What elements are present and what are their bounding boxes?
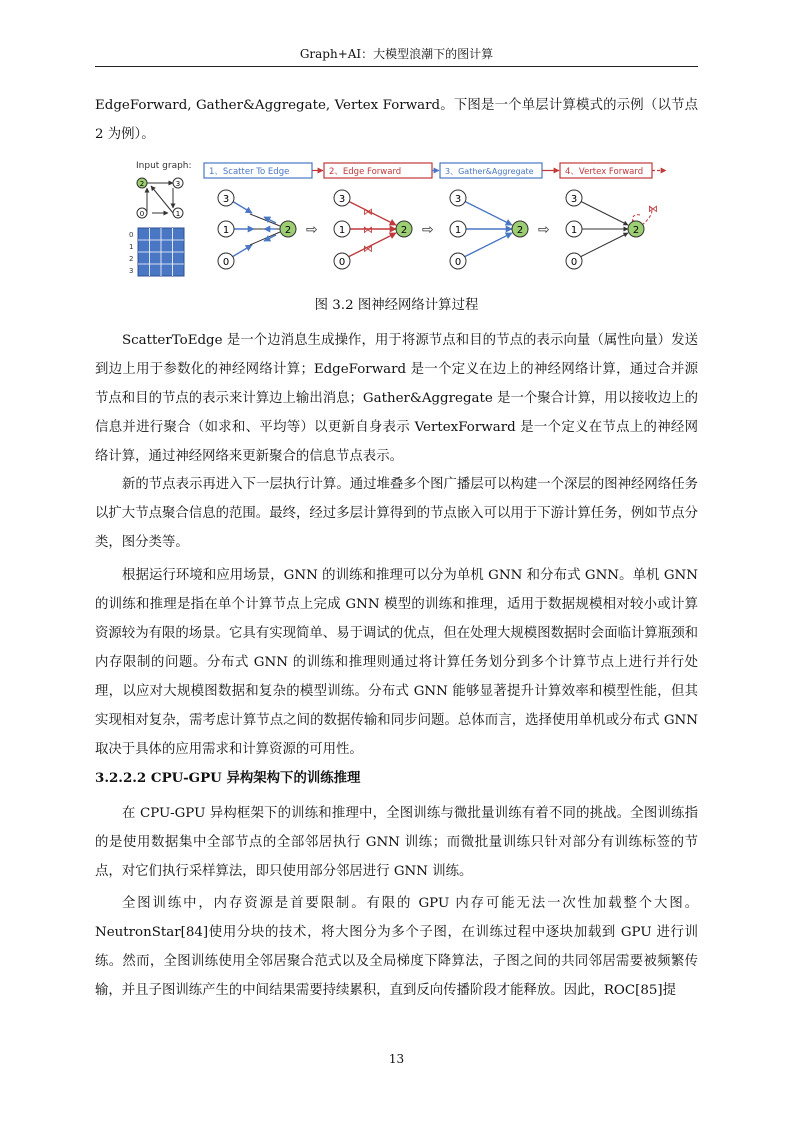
gnn-computation-figure [128, 157, 688, 283]
step-arrow-1: ⇨ [306, 222, 318, 238]
figure-graphic [128, 157, 688, 279]
input-graph [137, 178, 183, 218]
stage-1-box [204, 163, 312, 178]
stage-2-box [324, 163, 432, 178]
stage-3-graph [450, 190, 528, 269]
svg-text:3: 3 [338, 194, 346, 205]
svg-text:2: 2 [139, 180, 145, 188]
svg-text:0: 0 [570, 257, 578, 268]
paragraph-training-challenges: 在 CPU-GPU 异构框架下的训练和推理中，全图训练与微批量训练有着不同的挑战。全图训练指的是使用数据集中全部节点的全部邻居执行 GNN 训练；而微批量训练只针对部分有训练标签的节点，对它们执行采样算法，即只使用部分邻居进行 GNN 训练。 [95, 806, 698, 879]
svg-text:0: 0 [222, 257, 230, 268]
stage-4-graph [566, 190, 658, 269]
svg-text:3: 3 [454, 194, 462, 205]
svg-text:1: 1 [175, 210, 181, 218]
paragraph-intro: EdgeForward, Gather&Aggregate, Vertex Forward。下图是一个单层计算模式的示例（以节点 2 为例）。 [95, 98, 698, 142]
nn-icon: ⋈ [363, 225, 373, 236]
svg-text:1: 1 [222, 225, 230, 236]
svg-text:0: 0 [139, 210, 145, 218]
header-rule [95, 66, 698, 67]
svg-text:0: 0 [338, 257, 346, 268]
section-heading: 3.2.2.2 CPU-GPU 异构架构下的训练推理 [95, 770, 361, 786]
running-header: Graph+AI：大模型浪潮下的图计算 [299, 47, 494, 61]
svg-text:1: 1 [454, 225, 462, 236]
stage-3-box [440, 163, 542, 178]
svg-text:2: 2 [516, 225, 524, 236]
stage-2-label: 2、Edge Forward [329, 167, 402, 177]
stage-1-graph [218, 190, 296, 269]
svg-text:0: 0 [454, 257, 462, 268]
nn-icon: ⋈ [648, 204, 658, 215]
nn-icon: ⋈ [363, 207, 373, 218]
svg-text:2: 2 [129, 255, 134, 263]
feature-matrix [129, 228, 184, 276]
paragraph-gnn-types: 根据运行环境和应用场景，GNN 的训练和推理可以分为单机 GNN 和分布式 GNN。单机 GNN 的训练和推理是指在单个计算节点上完成 GNN 模型的训练和推理，适用于数据规模相对较小或计算资源较为有限的场景。它具有实现简单、易于调试的优点，但在处理大规模图数据时会面临计算瓶颈和内存限制的问题。分布式 GNN 的训练和推理则通过将计算任务划分到多个计算节点上进行并行处理，以应对大规模图数据和复杂的模型训练。分布式 GNN 能够显著提升计算效率和模型性能，但其实现相对复杂，需考虑计算节点之间的数据传输和同步问题。总体而言，选择使用单机或分布式 GNN 取决于具体的应用需求和计算资源的可用性。 [95, 568, 698, 757]
svg-text:3: 3 [129, 267, 134, 275]
svg-text:3: 3 [222, 194, 230, 205]
svg-text:1: 1 [338, 225, 346, 236]
stage-4-box [560, 163, 652, 178]
stage-2-graph [334, 190, 412, 269]
paragraph-operations: ScatterToEdge 是一个边消息生成操作，用于将源节点和目的节点的表示向量（属性向量）发送到边上用于参数化的神经网络计算；EdgeForward 是一个定义在边上的神经网络计算，通过合并源节点和目的节点的表示来计算边上输出消息；Gather&Aggregate 是一个聚合计算，用以接收边上的信息并进行聚合（如求和、平均等）以更新自身表示 VertexForward 是一个定义在节点上的神经网络计算，通过神经网络来更新聚合的信息节点表示。 [95, 333, 698, 464]
step-arrow-2: ⇨ [422, 222, 434, 238]
svg-text:2: 2 [400, 225, 408, 236]
step-arrow-3: ⇨ [538, 222, 550, 238]
figure-caption: 图 3.2 图神经网络计算过程 [314, 298, 479, 313]
paragraph-full-graph-training: 全图训练中，内存资源是首要限制。有限的 GPU 内存可能无法一次性加载整个大图。NeutronStar[84]使用分块的技术，将大图分为多个子图，在训练过程中逐块加载到 GPU 进行训练。然而，全图训练使用全邻居聚合范式以及全局梯度下降算法，子图之间的共同邻居需要被频繁传输，并且子图训练产生的中间结果需要持续累积，直到反向传播阶段才能释放。因此，ROC[85]提 [95, 896, 698, 998]
stage-4-label: 4、Vertex Forward [565, 167, 644, 177]
svg-text:2: 2 [284, 225, 292, 236]
svg-text:1: 1 [129, 243, 134, 251]
input-graph-label: Input graph: [136, 161, 192, 171]
svg-text:1: 1 [570, 225, 578, 236]
svg-text:3: 3 [175, 180, 181, 188]
page-number: 13 [388, 1052, 405, 1066]
stage-3-label: 3、Gather&Aggregate [445, 167, 534, 176]
svg-text:0: 0 [129, 231, 134, 239]
svg-text:2: 2 [632, 225, 640, 236]
stage-1-label: 1、Scatter To Edge [209, 167, 290, 177]
svg-text:3: 3 [570, 194, 578, 205]
nn-icon: ⋈ [363, 244, 373, 255]
paragraph-layers: 新的节点表示再进入下一层执行计算。通过堆叠多个图广播层可以构建一个深层的图神经网络任务以扩大节点聚合信息的范围。最终，经过多层计算得到的节点嵌入可以用于下游计算任务，例如节点分类，图分类等。 [95, 477, 698, 550]
